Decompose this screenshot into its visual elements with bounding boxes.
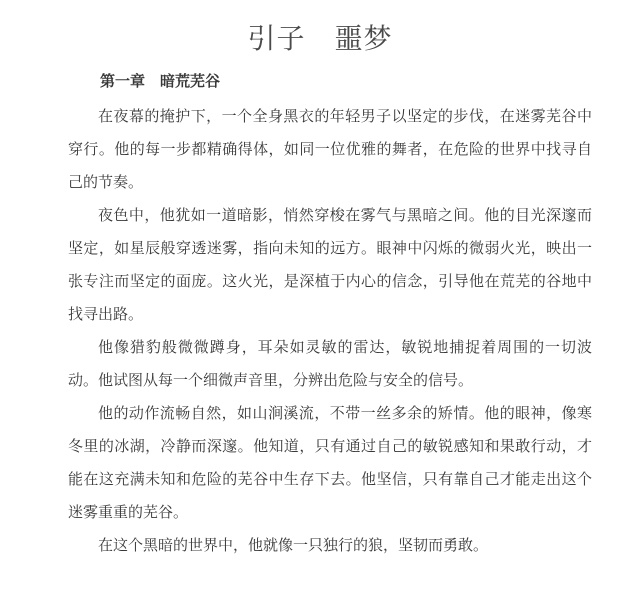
document-title: 引子 噩梦 — [247, 23, 393, 54]
paragraph: 夜色中，他犹如一道暗影，悄然穿梭在雾气与黑暗之间。他的目光深邃而坚定，如星辰般穿透迷雾，指向未知的远方。眼神中闪烁的微弱火光，映出一张专注而坚定的面庞。这火光，是深植于内心的信念，引导他在荒芜的谷地中找寻出路。 — [68, 207, 592, 323]
document-body — [0, 100, 592, 562]
paragraph: 在夜幕的掩护下，一个全身黑衣的年轻男子以坚定的步伐，在迷雾芜谷中穿行。他的每一步都精确得体，如同一位优雅的舞者，在危险的世界中找寻自己的节奏。 — [68, 108, 592, 191]
paragraph: 他像猎豹般微微蹲身，耳朵如灵敏的雷达，敏锐地捕捉着周围的一切波动。他试图从每一个细微声音里，分辨出危险与安全的信号。 — [68, 339, 592, 389]
paragraph: 他的动作流畅自然，如山涧溪流，不带一丝多余的矫情。他的眼神，像寒冬里的冰湖，冷静而深邃。他知道，只有通过自己的敏锐感知和果敢行动，才能在这充满未知和危险的芜谷中生存下去。他坚信，只有靠自己才能走出这个迷雾重重的芜谷。 — [68, 405, 592, 521]
paragraph: 在这个黑暗的世界中，他就像一只独行的狼，坚韧而勇敢。 — [98, 537, 489, 554]
chapter-heading: 第一章 暗荒芜谷 — [100, 73, 221, 90]
